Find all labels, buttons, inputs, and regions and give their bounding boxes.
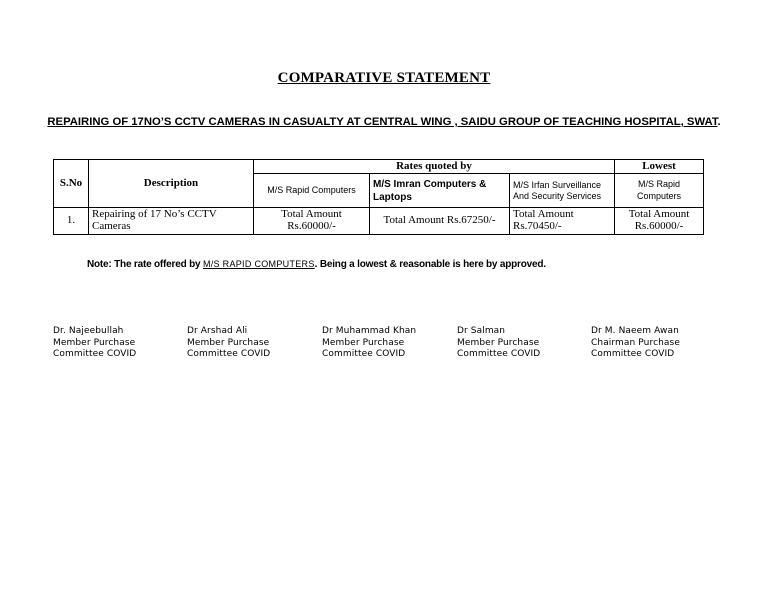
firm-1-header: M/S Rapid Computers [254, 174, 370, 208]
subtitle-period: . [717, 116, 721, 128]
note-suffix: . Being a lowest & reasonable is here by approved. [314, 259, 546, 270]
signatory-role: Member Purchase [457, 337, 540, 348]
signatory-role: Member Purchase [322, 337, 405, 348]
note-prefix: Note: The rate offered by [87, 259, 201, 270]
signatory-role: Member Purchase [53, 337, 136, 348]
signatory-role: Member Purchase [187, 337, 270, 348]
lowest-firm-header: M/S Rapid Computers [615, 174, 704, 208]
row-rate-firm-1: Total Amount Rs.60000/- [254, 208, 370, 235]
signatory-4 [457, 326, 540, 361]
signatory-name: Dr Arshad Ali [187, 326, 248, 336]
row-rate-firm-2: Total Amount Rs.67250/- [370, 208, 510, 235]
signatory-3 [322, 326, 416, 361]
document-title: COMPARATIVE STATEMENT [277, 70, 491, 86]
header-description: Description [89, 160, 254, 208]
signatory-committee: Committee COVID [53, 349, 137, 359]
firm-3-header: M/S Irfan Surveillance And Security Services [510, 174, 615, 208]
signatory-role: Chairman Purchase [591, 337, 680, 348]
row-rate-firm-3: Total Amount Rs.70450/- [510, 208, 615, 235]
signatory-name: Dr. Najeebullah [53, 326, 124, 336]
comparative-table [53, 159, 704, 235]
signatory-name: Dr Salman [457, 326, 506, 336]
document-subtitle [0, 116, 768, 128]
header-lowest: Lowest [615, 160, 704, 174]
header-rates-quoted-by: Rates quoted by [254, 160, 615, 174]
signatory-5 [591, 326, 680, 361]
header-sno: S.No [54, 160, 89, 208]
row-sno: 1. [54, 208, 89, 235]
signatory-committee: Committee COVID [457, 349, 541, 359]
row-description: Repairing of 17 No’s CCTV Cameras [89, 208, 254, 235]
signatory-1 [53, 326, 136, 361]
signatory-committee: Committee COVID [187, 349, 271, 359]
firm-2-header: M/S Imran Computers & Laptops [370, 174, 510, 208]
signatory-name: Dr Muhammad Khan [322, 326, 417, 336]
signatory-2 [187, 326, 270, 361]
signatory-committee: Committee COVID [322, 349, 406, 359]
subtitle-text: REPAIRING OF 17NO’S CCTV CAMERAS IN CASUALTY AT CENTRAL WING , SAIDU GROUP OF TEACHING HOSPITAL, SWAT [47, 116, 718, 128]
signatory-committee: Committee COVID [591, 349, 675, 359]
approval-note [87, 259, 546, 270]
row-lowest: Total Amount Rs.60000/- [615, 208, 704, 235]
signatory-name: Dr M. Naeem Awan [591, 326, 679, 336]
note-firm: M/S RAPID COMPUTERS [202, 259, 315, 269]
